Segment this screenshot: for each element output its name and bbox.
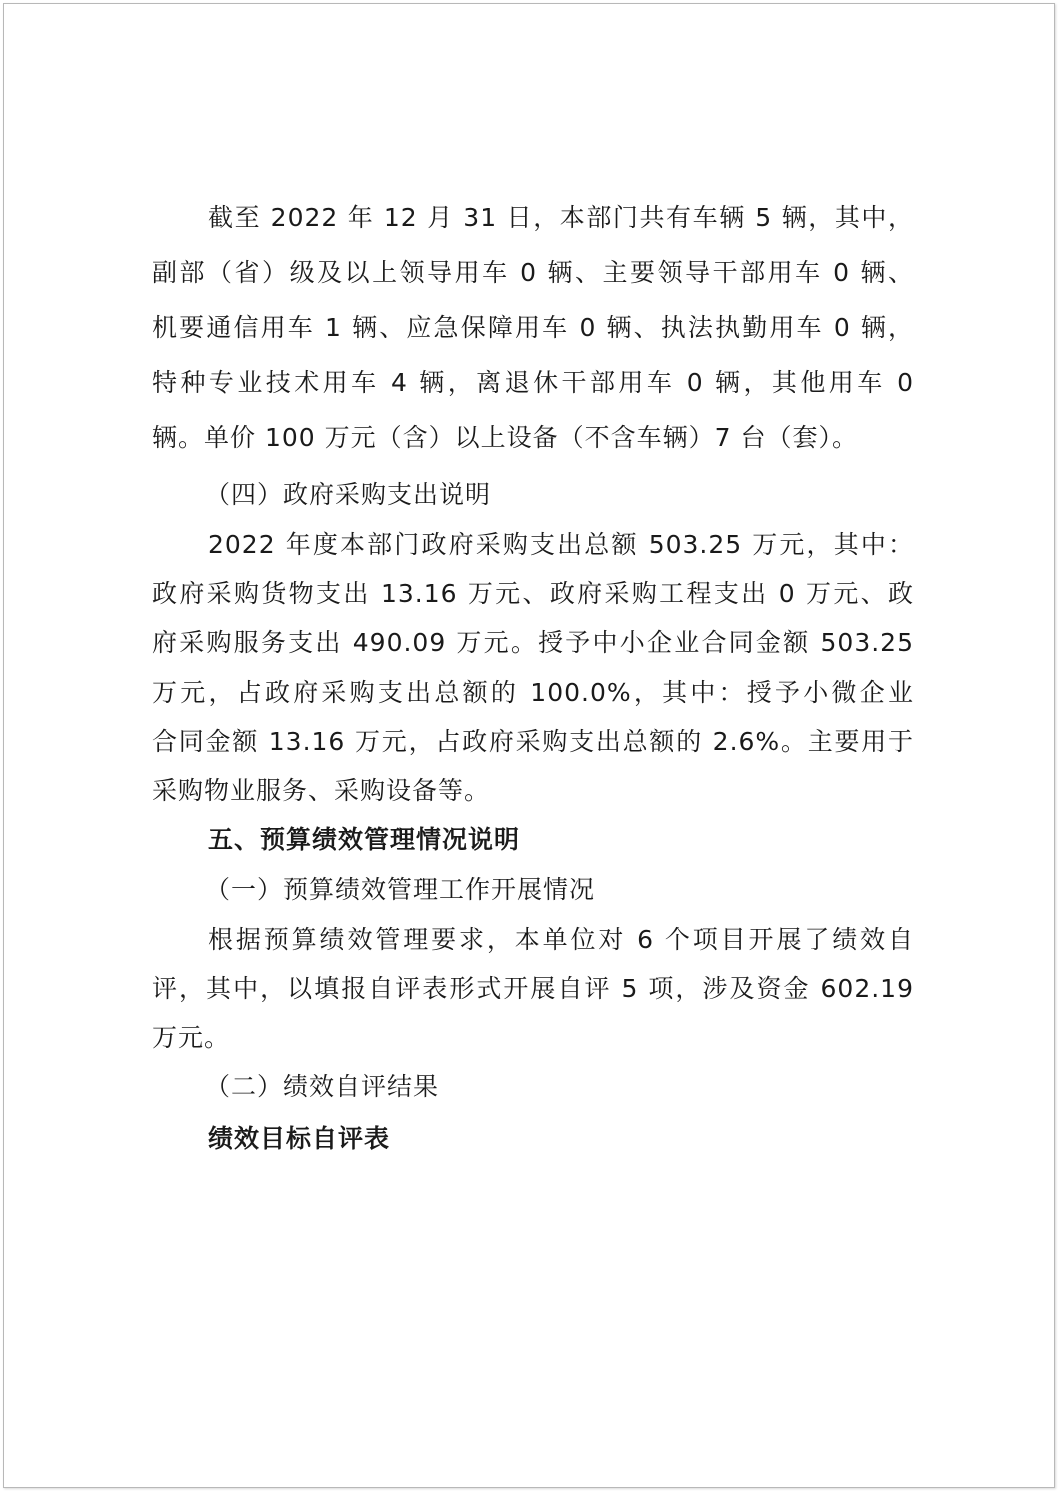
- paragraph-performance-line-2: 评，其中，以填报自评表形式开展自评 5 项，涉及资金 602.19: [152, 974, 914, 1003]
- heading-self-evaluation-table: 绩效目标自评表: [208, 1124, 391, 1153]
- paragraph-vehicles-line-5: 辆。单价 100 万元（含）以上设备（不含车辆）7 台（套）。: [152, 423, 858, 452]
- heading-procurement: （四）政府采购支出说明: [205, 480, 492, 509]
- paragraph-procurement-line-5: 合同金额 13.16 万元，占政府采购支出总额的 2.6%。主要用于: [152, 727, 914, 756]
- paragraph-procurement-line-4: 万元，占政府采购支出总额的 100.0%，其中：授予小微企业: [152, 678, 914, 707]
- paragraph-vehicles-line-2: 副部（省）级及以上领导用车 0 辆、主要领导干部用车 0 辆、: [152, 258, 914, 287]
- paragraph-performance-line-3: 万元。: [152, 1023, 231, 1052]
- paragraph-procurement-line-1: 2022 年度本部门政府采购支出总额 503.25 万元，其中：: [208, 530, 914, 559]
- paragraph-vehicles-line-3: 机要通信用车 1 辆、应急保障用车 0 辆、执法执勤用车 0 辆，: [152, 313, 914, 342]
- heading-performance-work: （一）预算绩效管理工作开展情况: [205, 875, 596, 904]
- paragraph-vehicles-line-1: 截至 2022 年 12 月 31 日，本部门共有车辆 5 辆，其中，: [208, 203, 914, 232]
- paragraph-procurement-line-6: 采购物业服务、采购设备等。: [152, 776, 491, 805]
- paragraph-procurement-line-2: 政府采购货物支出 13.16 万元、政府采购工程支出 0 万元、政: [152, 579, 914, 608]
- paragraph-vehicles-line-4: 特种专业技术用车 4 辆，离退休干部用车 0 辆，其他用车 0: [152, 368, 914, 397]
- heading-self-evaluation-results: （二）绩效自评结果: [205, 1072, 440, 1101]
- heading-section-5: 五、预算绩效管理情况说明: [208, 825, 521, 854]
- paragraph-performance-line-1: 根据预算绩效管理要求，本单位对 6 个项目开展了绩效自: [208, 925, 914, 954]
- paragraph-procurement-line-3: 府采购服务支出 490.09 万元。授予中小企业合同金额 503.25: [152, 628, 914, 657]
